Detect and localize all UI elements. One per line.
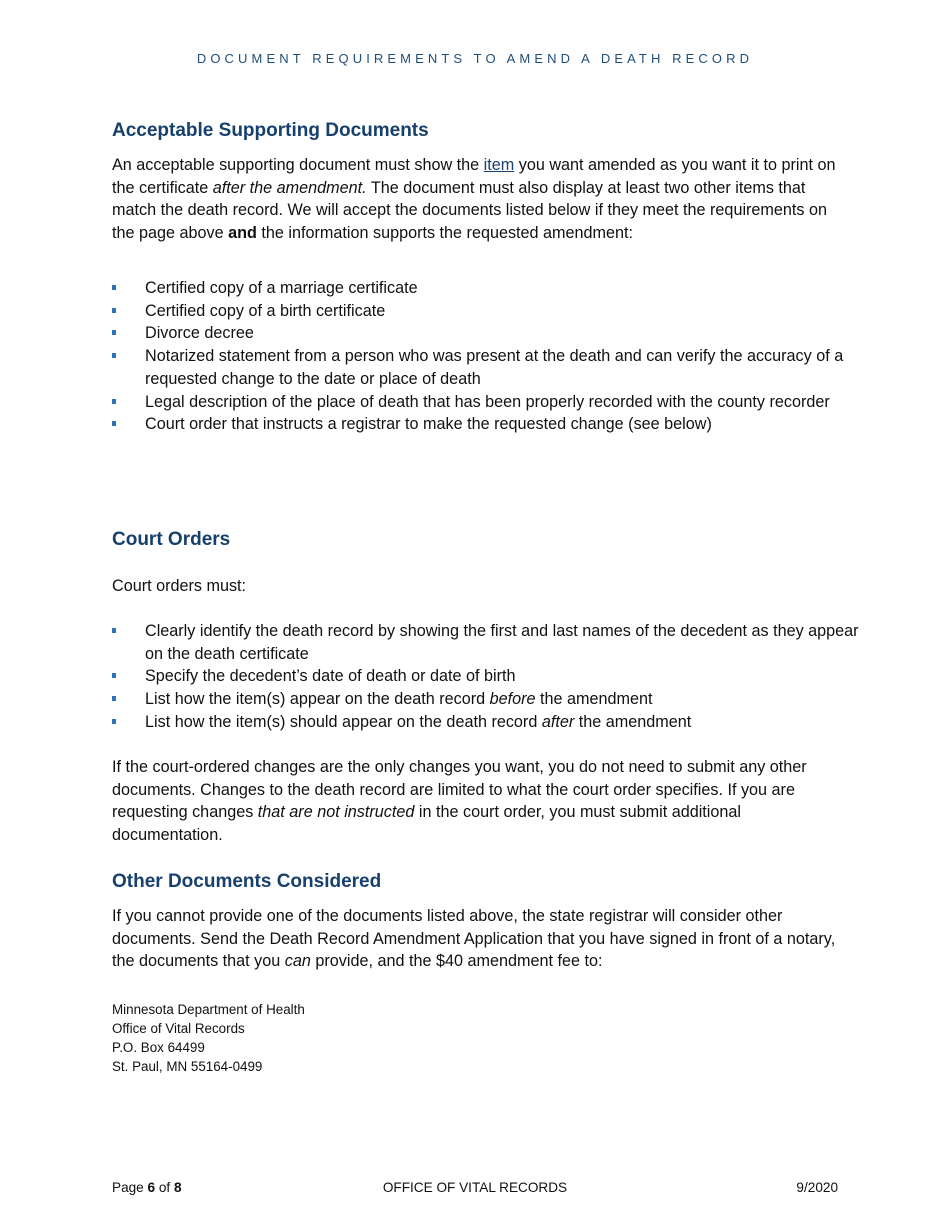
list-item: List how the item(s) should appear on the death record after the amendment <box>112 711 862 734</box>
address-line: St. Paul, MN 55164-0499 <box>112 1059 263 1074</box>
bullet-icon <box>112 696 116 701</box>
list-item: Notarized statement from a person who was present at the death and can verify the accuracy of a requested change to the date or place of death <box>112 345 862 390</box>
list-item: Specify the decedent’s date of death or date of birth <box>112 665 862 688</box>
court-orders-paragraph: If the court-ordered changes are the only changes you want, you do not need to submit any other documents. Changes to the death record are limited to what the court order specifies. If you are requesting changes that are not instructed in the court order, you must submit additional documentation. <box>112 758 807 845</box>
other-documents-heading: Other Documents Considered <box>112 871 382 892</box>
running-header: DOCUMENT REQUIREMENTS TO AMEND A DEATH RECORD <box>196 51 754 66</box>
address-line: Minnesota Department of Health <box>112 1002 305 1017</box>
page-number: Page 6 of 8 <box>112 1180 182 1195</box>
acceptable-documents-heading: Acceptable Supporting Documents <box>112 120 429 141</box>
footer-date: 9/2020 <box>796 1180 838 1195</box>
bullet-icon <box>112 353 116 358</box>
bullet-icon <box>112 285 116 290</box>
court-orders-list <box>112 620 862 734</box>
list-item: List how the item(s) appear on the death record before the amendment <box>112 688 862 711</box>
bullet-icon <box>112 330 116 335</box>
list-item: Certified copy of a marriage certificate <box>112 277 862 300</box>
acceptable-intro-paragraph: An acceptable supporting document must show the item you want amended as you want it to print on the certificate after the amendment. The document must also display at least two other items that match the death record. We will accept the documents listed below if they meet the requirements on the page above and the information supports the requested amendment: <box>112 156 836 243</box>
mailing-address <box>112 1000 305 1076</box>
list-item: Divorce decree <box>112 322 862 345</box>
court-orders-heading: Court Orders <box>112 529 231 550</box>
bullet-icon <box>112 719 116 724</box>
bullet-icon <box>112 399 116 404</box>
bullet-icon <box>112 628 116 633</box>
other-documents-paragraph: If you cannot provide one of the documents listed above, the state registrar will consider other documents. Send the Death Record Amendment Application that you have signed in front of a notary, the documents that you can provide, and the $40 amendment fee to: <box>112 907 836 971</box>
address-line: P.O. Box 64499 <box>112 1040 205 1055</box>
list-item: Clearly identify the death record by showing the first and last names of the decedent as they appear on the death certificate <box>112 620 862 665</box>
item-link[interactable]: item <box>483 156 515 174</box>
bullet-icon <box>112 673 116 678</box>
bullet-icon <box>112 308 116 313</box>
address-line: Office of Vital Records <box>112 1021 245 1036</box>
list-item: Legal description of the place of death that has been properly recorded with the county recorder <box>112 391 862 414</box>
list-item: Certified copy of a birth certificate <box>112 300 862 323</box>
footer-office: OFFICE OF VITAL RECORDS <box>382 1180 568 1195</box>
court-orders-lead: Court orders must: <box>112 577 247 595</box>
acceptable-documents-list <box>112 277 862 436</box>
list-item: Court order that instructs a registrar to make the requested change (see below) <box>112 413 862 436</box>
bullet-icon <box>112 421 116 426</box>
